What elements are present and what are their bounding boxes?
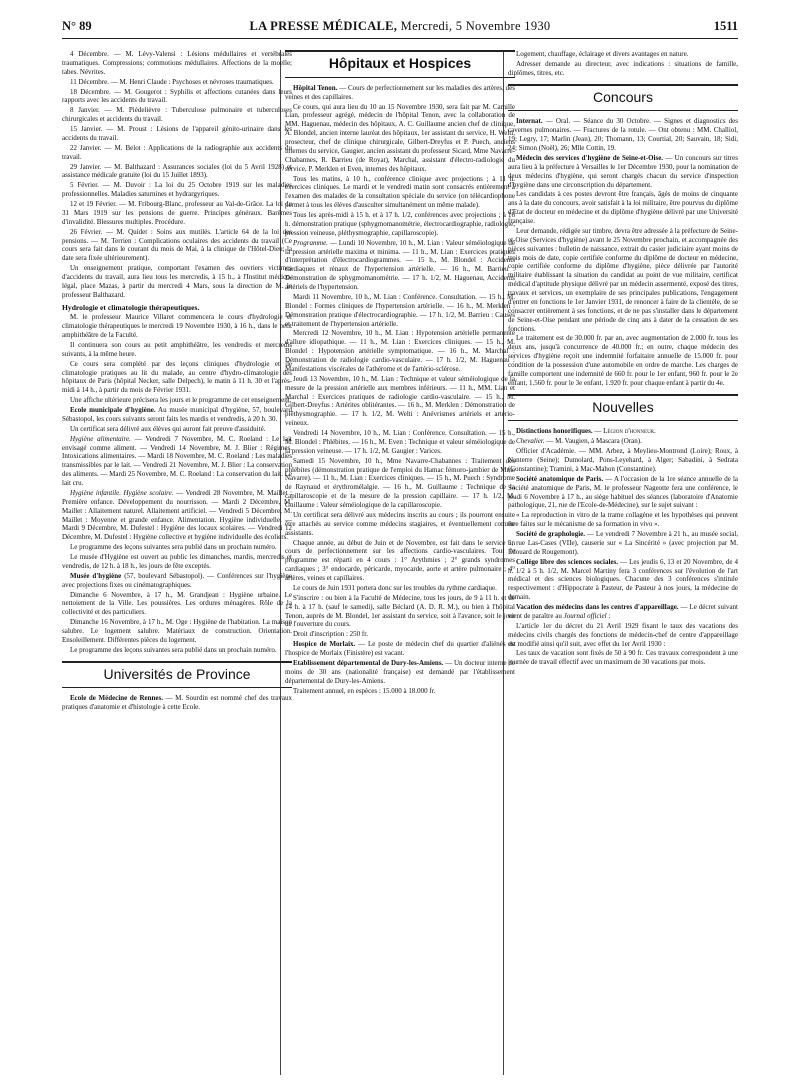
paragraph: 15 Janvier. — M. Proust : Lésions de l'appareil génito-urinaire dans les accidents du travail. (62, 125, 292, 142)
paragraph: 18 Décembre. — M. Gougerot : Syphilis et affections cutanées dans leurs rapports avec les accidents du travail. (62, 87, 292, 105)
section-subheading: Distinctions honorifiques. (516, 427, 593, 436)
paragraph-text: — M. Vaugien, à Mascara (Oran). (546, 437, 642, 446)
paragraph: Le traitement est de 30.000 fr. par an, avec augmentation de 2.000 fr. tous les deux ans, jusqu'à concurrence de 40.000 fr.; en outre, chaque médecin des services d'hygiène reçoit une indemnité forfaitaire annuelle de 15.000 fr. pour condition de la possession d'une automobile en ordre de marche. Les charges de famille comportent une indemnité de 660 fr. pour le 1er enfant, 960 fr. pour le 2e enfant, 1.560 fr. pour le 3e enfant, 1.920 fr. pour chaque enfant à partir du 4e. (508, 334, 738, 387)
paragraph (285, 659, 515, 686)
section-subheading: Hydrologie et climatologie thérapeutiques. (62, 302, 200, 312)
paragraph: Un certificat sera délivré aux médecins inscrits au cours ; ils pourront ensuite être attachés au service comme médecins stagiaires, et éventuellement comme assistants. (285, 510, 515, 537)
paragraph-text: — Vendredi 28 Novembre, M. Maillet : Première enfance. Développement du nourrisson. — Mardi 2 Décembre, M. Maillet : Allaitement naturel. Allaitement artificiel. — Vendredi 5 Décembre, M. Maillet : Moyenne et grande enfance. Alimentation. Hygiène individuelle. — Mardi 9 Décembre, M. Dufestel : Hygiène des locaux scolaires. — Vendredi 12 Décembre, M. Dufestel : Hygiène collective et hygiène individuelle des écoliers. (62, 488, 292, 542)
paragraph: Les candidats à ces postes devront être français, âgés de moins de cinquante ans à la date du concours, avoir satisfait à la loi militaire, être pourvus du diplôme d'Etat de docteur en médecine et du diplôme d'hygiène délivré par une Université française. (508, 190, 738, 226)
paragraph-text: — Cours de perfectionnement sur les maladies des artères, des veines et des capillaires. (285, 83, 515, 101)
paragraph: 29 Janvier. — M. Balthazard : Assurances sociales (loi du 5 Avril 1928) et assistance médicale gratuite (loi du 15 Juillet 1893). (62, 162, 292, 180)
paragraph: 8 Janvier. — M. Piédelièvre : Tuberculose pulmonaire et tuberculoses chirurgicales et accidents du travail. (62, 106, 292, 124)
paragraph (508, 475, 738, 511)
paragraph (285, 640, 515, 658)
paragraph-text: — Lundi 10 Novembre, 10 h., M. Lian : Valeur séméiologique de la pression artérielle maxima et minima. — 11 h., M. Lian : Exercices pratiques d'interprétation d'électrocardiogrammes. — 15 h., M. Blondel : Accidents cardiaques et rénaux de l'hypertension artérielle. — 16 h., M. Barrieu : Démonstration de sphygmomanométrie. — 17 h. 1/2, M. Haguenau, Accidents artériels de l'hypertension. (285, 238, 515, 292)
paragraph (285, 239, 515, 292)
paragraph: 22 Janvier. — M. Belot : Applications de la radiographie aux accidents du travail. (62, 143, 292, 161)
paragraph (508, 603, 738, 621)
paragraph (508, 558, 738, 602)
column-2 (285, 50, 515, 1075)
paragraph-text: — M. Sourdin est nommé chef des travaux pratiques d'anatomie et d'histologie à cette Ecole. (62, 694, 292, 712)
paragraph-text: — Le poste de médecin chef du quartier d'aliénés de l'hospice de Morlaix (Finistère) est vacant. (285, 640, 515, 658)
paragraph (62, 489, 292, 542)
paragraph: 11 Décembre. — M. Henri Claude : Psychoses et névroses traumatiques. (70, 77, 274, 86)
paragraph (508, 530, 738, 557)
paragraph: Jeudi 13 Novembre, 10 h., M. Lian : Technique et valeur séméiologique de la mesure de la pression artérielle aux membres inférieurs. — 11 h., MM. Lian et Marchal : Exercices pratiques de radiologie cardio-vasculaire. — 15 h., M. Gilbert-Dreyfus : Artérites oblitérantes. — 16 h., M. Merklen : Démonstration de pléthysmographie. — 17 h. 1/2, M. Welti : Anévrismes artériels et artério-veineux. (285, 374, 515, 428)
paragraph: Logement, chauffage, éclairage et divers avantages en nature. (516, 50, 689, 58)
paragraph-text: — Le décret suivant vient de paraître au (508, 603, 738, 620)
section-subheading: Internat. (516, 117, 543, 126)
paragraph-text: — Légion d'honneur. (594, 427, 656, 436)
paragraph-text: : (608, 611, 611, 620)
paragraph: Adresser demande au directeur, avec indications : situations de famille, diplômes, titres, etc. (508, 59, 738, 77)
paragraph: M. le professeur Maurice Villaret commencera le cours d'hydrologie et climatologie thérapeutiques le mercredi 19 Novembre 1930, à 16 h., dans le petit amphithéâtre de la Faculté. (62, 313, 292, 340)
paragraph (508, 427, 738, 436)
section-subheading: Collège libre des sciences sociales. (516, 557, 618, 566)
paragraph: Un certificat sera délivré aux élèves qui auront fait preuve d'assiduité. (70, 424, 266, 433)
paragraph: Le musée d'Hygiène est ouvert au public les dimanches, mardis, mercredis et vendredis, de 12 h. à 18 h., les jours de fête exceptés. (62, 553, 292, 570)
paragraph: Ce cours, qui aura lieu du 10 au 15 Novembre 1930, sera fait par M. Camille Lian, professeur agrégé, médecin de l'hôpital Tenon, avec la collaboration de MM. Haguenau, médecin des hôpitaux, A. C. Guillaume ancien chef de clinique, A. Blondel, ancien interne lauréat des hôpitaux, 1er assistant du service, H. Welti, prosecteur, chef de clinique chirurgicale, Gilbert-Dreyfus et P. Puech, anciens internes du service, Gaugier, ancien assistant du professeur Sicard, Mme Navarre-Chabannes, R. Barrieu (de Royat), Marchal, assistant d'électro-radiologie du service, P. Merklen et Even, internes des hôpitaux. (285, 102, 515, 173)
section-heading: Hôpitaux et Hospices (285, 50, 515, 78)
paragraph: 5 Février. — M. Duvoir : La loi du 25 Octobre 1919 sur les maladies professionnelles. Maladies saturnines et hydrargyriques. (62, 181, 292, 199)
paragraph: Le cours de Juin 1931 portera donc sur les troubles du rythme cardiaque. (293, 583, 497, 592)
section-subheading: Hospice de Morlaix. (293, 640, 356, 649)
paragraph-text: — Vendredi 7 Novembre, M. C. Roeland : Le lait envisagé comme aliment. — Vendredi 14 Novembre, M. J. Blier : Régimes. Intoxications alimentaires. — Mardi 18 Novembre, M. C. Roeland : Les maladies transmissibles par le lait. — Vendredi 21 Novembre, M. J. Blier : La conservation des aliments. — Mardi 25 Novembre, M. C. Roeland : La conservation du lait. Le lait cru. (62, 434, 292, 488)
paragraph (508, 117, 738, 153)
paragraph: Une affiche ultérieure précisera les jours et le programme de cet enseignement. (70, 396, 292, 405)
paragraph: Droit d'inscription : 250 fr. (293, 630, 368, 639)
paragraph (62, 694, 292, 712)
paragraph: « La reproduction in vitro de la trame collagène et les hypothèses qui peuvent être faites sur le mécanisme de sa formation in vivo ». (508, 511, 738, 529)
paragraph: Les taux de vacation sont fixés de 50 à 90 fr. Ces travaux correspondent à une journée de travail effectif avec un maximum de 30 vacations par mois. (508, 649, 738, 667)
paragraph: Un enseignement pratique, comportant l'examen des ouvriers victimes d'accidents du travail, aura lieu tous les mercredis, à 15 h., à l'Institut médico-légal, place Mazas, à partir du mercredi 4 Mars, sous la direction de M. le professeur Balthazard. (62, 264, 292, 299)
paragraph: Chaque année, au début de Juin et de Novembre, est fait dans le service un cours de perfectionnement sur les affections cardio-vasculaires. Tout le programme est réparti en 4 cours : 1° Arythmies ; 2° grands syndromes cardiaques ; 3° endocarde, péricarde, myocarde, aorte et artère pulmonaire ; 4° artères, veines et capillaires. (285, 538, 515, 583)
section-subheading: Société de graphologie. (516, 530, 586, 539)
paragraph: Leur demande, rédigée sur timbre, devra être adressée à la préfecture de Seine-et-Oise (Services d'hygiène) avant le 25 Novembre prochain, et accompagnée des pièces suivantes : bulletin de naissance, extrait du casier judiciaire ayant moins de trois mois de date, copie certifiée conforme du diplôme de docteur en médecine, copie certifiée conforme du diplôme d'hygiène, pièce délivrée par l'autorité militaire établissant la situation du candidat au point de vue militaire, certificat médical d'aptitude physique délivré par un médecin assermenté, exposé des titres, travaux et services, un exemplaire de ses principales publications, l'engagement d'entrer en fonctions le 1er Janvier 1931, de renoncer à faire de la clientèle, de se consacrer entièrement à ses fonctions, et de ne pas s'installer dans le département de Seine-et-Oise pendant une période de cinq ans à dater de la cessation de ses fonctions. (508, 226, 738, 333)
journal-title (62, 19, 738, 34)
paragraph (62, 406, 292, 424)
page-header (62, 16, 738, 39)
paragraph: Mercredi 12 Novembre, 10 h., M. Lian : Hypotension artérielle permanente d'allure idiopathique. — 11 h., M. Lian : Exercices cliniques. — 15 h., M. Blondel : Hypotension artérielle symptomatique. — 16 h., M. Marchal : Démonstration de radiologie cardio-vasculaire. — 17 h. 1/2, M. Haguenau : Manifestations viscérales de l'athérome et de l'artério-sclérose. (285, 329, 515, 373)
paragraph: Dimanche 6 Novembre, à 17 h., M. Grandjean : Hygiène urbaine. Le nettoiement de la Ville. Les poussières. Les ordures ménagères. Rôle de la collectivité et des particuliers. (62, 590, 292, 617)
section-heading: Universités de Province (62, 661, 292, 689)
paragraph-text: (57, boulevard Sébastopol). — Conférences sur l'hygiène avec projections fixes ou cinématographiques. (62, 571, 292, 589)
paragraph: 26 Février. — M. Quidet : Soins aux mutilés. L'article 64 de la loi des pensions. — M. Terrien : Complications oculaires des accidents du travail (Ce cours sera fait dans le courant du mois de Mai, à la clinique de l'Hôtel-Dieu; la date sera fixée ultérieurement). (62, 227, 292, 263)
section-subheading: Ecole municipale d'hygiène. (70, 406, 156, 415)
paragraph: Tous les matins, à 10 h., conférence clinique avec projections ; à 11 h. exercices cliniques. Le mardi et le vendredi matin sont consacrés entièrement à l'examen des malades de la consultation spéciale du service (on télécardiophone permet à tous les élèves d'ausculter simultanément un même malade). (285, 174, 515, 210)
paragraph: Le programme des leçons suivantes sera publié dans un prochain numéro. (70, 543, 277, 552)
paragraph-text: — Les jeudis 6, 13 et 20 Novembre, de 4 h. 1/2 à 5 h. 1/2, M. Marcel Martiny fera 3 conférences sur l'évolution de l'art médical et des sciences biologiques. Chacune des 3 conférences s'intitule respectivement : d'Hippocrate à Pasteur, de Pasteur à nos jours, la médecine de demain. (508, 557, 738, 602)
paragraph-text: — A l'occasion de la 1re séance annuelle de la Société anatomique de Paris, M. le professeur Nageotte fera une conférence, le jeudi 6 Novembre à 17 h., au siège habituel des séances (laboratoire d'Anatomie pathologique, 21, rue de l'Ecole-de-Médecine), sur le sujet suivant : (508, 474, 738, 510)
paragraph-text: — Le vendredi 7 Novembre à 21 h., au musée social, 5, rue Las-Cases (VIIe), causerie sur « La Sincérité » (avec projection par M. Edouard de Rougemont). (508, 530, 738, 556)
paragraph-text: Journal officiel (563, 611, 607, 620)
paragraph-text: — Un docteur interne de moins de 30 ans (nationalité française) est demandé par l'établissement départemental de Dury-les-Amiens. (285, 658, 515, 685)
paragraph-text: Au musée municipal d'hygiène, 57, boulevard Sébastopol, les cours suivants seront faits les mardis et vendredis, à 20 h. 30. (62, 406, 292, 423)
paragraph: Officier d'Académie. — MM. Arbez, à Meylieu-Montrond (Loire); Roux, à Nanterre (Seine); Dumolard, Pons-Leyehard, à Alger; Sabadini, à Sedrata (Constantine); Tramini, à Mac-Mahon (Constantine). (508, 447, 738, 473)
issue-number: N° 89 (62, 19, 92, 33)
paragraph: Le programme des leçons suivantes sera publié dans un prochain numéro. (70, 645, 277, 654)
section-subheading: Ecole de Médecine de Rennes. (70, 694, 163, 703)
paragraph (285, 84, 515, 102)
paragraph: Tous les après-midi à 15 h. et à 17 h. 1/2, conférences avec projections ; à 16 h. démonstration pratique (sphygmomanométrie, électrocardiographie, radiologie, pression veineuse, pléthysmographie, capillaroscopie). (285, 211, 515, 237)
section-subheading: Société anatomique de Paris. (516, 474, 604, 483)
paragraph (508, 154, 738, 190)
journal-name: LA PRESSE MÉDICALE, (249, 19, 398, 33)
paragraph: Samedi 15 Novembre, 10 h., Mme Navarre-Chabannes : Traitement des phlébites (démonstration pratique de l'emploi du Hamac fémoro-jambier de Mme Navarre). — 11 h., M. Lian : Exercices cliniques. — 15 h., M. Puech : Syndrome de Raynaud et érythromélalgie. — 16 h., M. Guillaume : Technique de la capillaroscopie et de la mesure de la pression capillaire. — 17 h. 1/2, M. Guillaume : Valeur séméiologique de la capillaroscopie. (285, 456, 515, 510)
paragraph-text: — Un concours sur titres aura lieu à la préfecture à Versailles le 1er Décembre 1930, pour la nomination de deux médecins d'hygiène, qui seront chargés chacun du service d'inspection d'hygiène dans une circonscription du département. (508, 153, 738, 189)
section-subheading: Musée d'hygiène (70, 571, 122, 580)
paragraph: Il continuera son cours au petit amphithéâtre, les vendredis et mercredis suivants, à la même heure. (62, 340, 292, 358)
paragraph: Mardi 11 Novembre, 10 h., M. Lian : Conférence. Consultation. — 15 h., M. Blondel : Formes cliniques de l'hypertension artérielle. — 16 h., M. Merklen : Démonstration pratique d'électrocardiographie. — 17 h. 1/2, M. Barrieu : Causes et traitement de l'hypertension artérielle. (285, 292, 515, 328)
topic-label: Programme. (293, 238, 328, 247)
paragraph: Vendredi 14 Novembre, 10 h., M. Lian : Conférence. Consultation. — 15 h., M. Blondel : Phlébites. — 16 h., M. Even : Technique et valeur séméiologique de la pression veineuse. — 17 h. 1/2, M. Gaugier : Varices. (285, 429, 515, 455)
section-subheading: Etablissement départemental de Dury-les-Amiens. (293, 658, 444, 667)
paragraph: 4 Décembre. — M. Lévy-Valensi : Lésions médullaires et vertébrales traumatiques. Compressions; commotions médullaires. Affections de la moelle; tabes. Névrites. (62, 50, 292, 76)
section-subheading: Hôpital Tenon. (293, 83, 338, 92)
topic-label: Chevalier. (516, 437, 545, 446)
section-subheading: Vacation des médecins dans les centres d'appareillage. (516, 603, 679, 612)
topic-label: Hygiène infantile. Hygiène scolaire. (70, 488, 174, 497)
paragraph: S'inscrire : ou bien à la Faculté de Médecine, tous les jours, de 9 à 11 h. et de 14 h. à 17 h. (sauf le samedi), salle Béclard (A. D. R. M.), ou bien à l'hôpital Tenon, auprès de M. Blondel, 1er assistant du service, soit à l'avance, soit le jour de l'ouverture du cours. (285, 593, 515, 629)
paragraph (62, 572, 292, 590)
section-heading: Nouvelles (508, 394, 738, 422)
section-subheading: Médecin des services d'hygiène de Seine-et-Oise. (516, 153, 664, 162)
page-number: 1511 (713, 19, 738, 33)
section-heading: Concours (508, 84, 738, 112)
paragraph (62, 435, 292, 488)
paragraph: Traitement annuel, en espèces : 15.000 à 18.000 fr. (293, 686, 436, 695)
issue-date: Mercredi, 5 Novembre 1930 (400, 19, 551, 33)
column-1 (62, 50, 292, 1075)
paragraph: Dimanche 16 Novembre, à 17 h., M. Oge : Hygiène de l'habitation. La maison salubre. Le logement salubre. Matériaux de construction. Orientation. Ensoleillement. Différentes pièces du logement. (62, 618, 292, 644)
paragraph: L'article 1er du décret du 21 Avril 1929 fixant le taux des vacations des médecins civils chargés des fonctions de médecin-chef de centre d'appareillage est modifié ainsi qu'il suit, avec effet du 1er Avril 1930 : (508, 621, 738, 648)
column-3 (508, 50, 738, 1075)
paragraph: Ce cours sera complété par des leçons cliniques d'hydrologie et de climatologie pratiques au lit du malade, au centre d'hydro-climatologie des hôpitaux de Paris (hôpital Necker, salle Delpech), le matin à 11 h. 30 et l'après-midi à 14 h., à partir du mois de Février 1931. (62, 359, 292, 395)
paragraph-text: — Oral. — Séance du 30 Octobre. — Signes et diagnostics des cavernes pulmonaires. — Fractures de la rotule. — Ont obtenu : MM. Challiol, 19; Legry, 17; Marlin (Jean), 20; Thomann, 13; Courtial, 20; Sauvain, 18; Sidi, 24; Simon (Noël), 26; Mlle Cottin, 19. (508, 117, 738, 153)
paragraph: 12 et 19 Février. — M. Fribourg-Blanc, professeur au Val-de-Grâce. La loi du 31 Mars 1919 sur les pensions de guerre. Principes généraux. Barèmes d'invalidité. Blessures multiples. Procédure. (62, 200, 292, 226)
topic-label: Hygiène alimentaire. (70, 434, 131, 443)
paragraph (508, 437, 738, 446)
